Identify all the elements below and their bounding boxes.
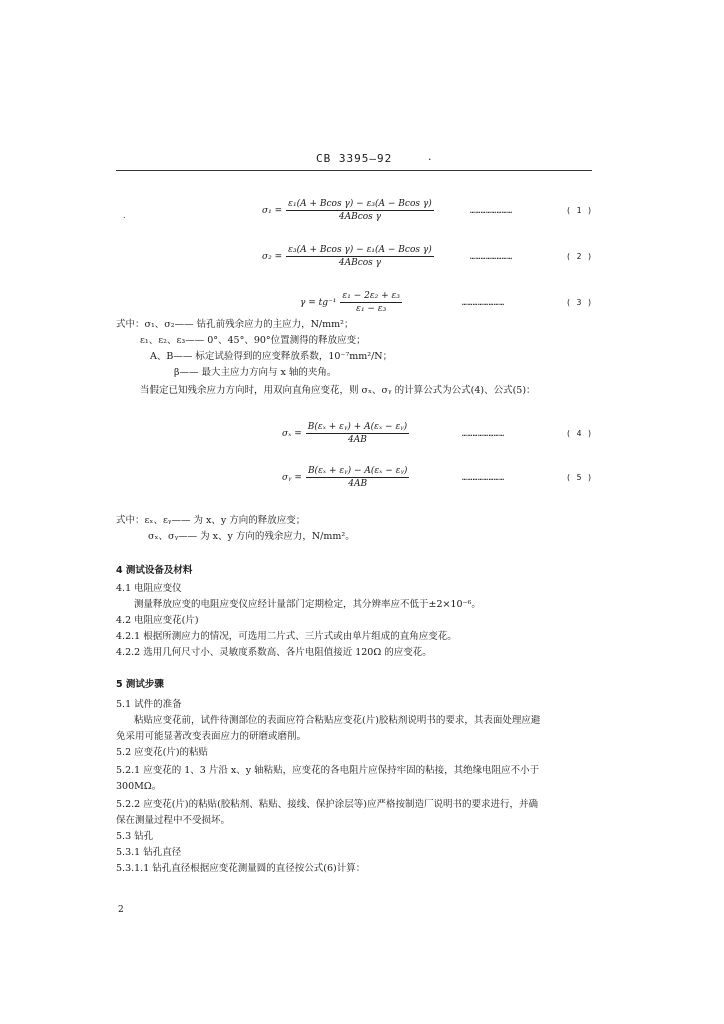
symbol-definition: σₓ、σᵧ—— 为 x、y 方向的残余应力，N/mm²。 bbox=[148, 531, 355, 542]
stray-mark: . bbox=[123, 211, 126, 220]
equation-fraction bbox=[286, 245, 434, 268]
equation-denominator: 4ABcos γ bbox=[338, 258, 382, 268]
equation-numerator: ε₁(A + Bcos γ) − ε₃(A − Bcos γ) bbox=[288, 199, 432, 209]
equation-numerator: B(εₓ + εᵧ) + A(εₓ − εᵧ) bbox=[307, 422, 408, 432]
equation-3 bbox=[300, 291, 402, 314]
equation-number: ( 1 ) bbox=[566, 206, 593, 215]
equation-denominator: 4ABcos γ bbox=[338, 212, 382, 222]
equation-1 bbox=[262, 199, 434, 222]
symbol-definition: 式中：σ₁、σ₂—— 钻孔前残余应力的主应力，N/mm²； bbox=[116, 319, 354, 330]
clause-heading: 5.1 试件的准备 bbox=[116, 699, 182, 710]
clause-text: 300MΩ。 bbox=[116, 781, 162, 792]
body-paragraph: 测量释放应变的电阻应变仪应经计量部门定期检定，其分辨率应不低于±2×10⁻⁶。 bbox=[134, 599, 481, 610]
clause-text: 保在测量过程中不受损坏。 bbox=[116, 815, 231, 826]
equation-lhs: σ₁ = bbox=[262, 205, 283, 216]
equation-lhs: γ = tg⁻¹ bbox=[300, 297, 337, 308]
header-rule bbox=[116, 170, 592, 171]
body-paragraph: 免采用可能显著改变表面应力的研磨或磨削。 bbox=[116, 731, 307, 742]
equation-lhs: σ₂ = bbox=[262, 251, 283, 262]
standard-code-header: CB 3395—92 bbox=[316, 152, 393, 165]
equation-denominator: 4AB bbox=[348, 435, 367, 445]
symbol-definition: ε₁、ε₂、ε₃—— 0°、45°、90°位置测得的释放应变； bbox=[140, 335, 366, 346]
equation-denominator: ε₁ − ε₃ bbox=[356, 304, 387, 314]
symbol-definition: A、B—— 标定试验得到的应变释放系数，10⁻⁷mm²/N； bbox=[150, 351, 393, 362]
clause-heading: 5.3 钻孔 bbox=[116, 831, 154, 842]
equation-fraction bbox=[306, 466, 409, 489]
equation-leader: …………………… bbox=[462, 429, 505, 438]
equation-fraction bbox=[286, 199, 434, 222]
equation-fraction bbox=[340, 291, 402, 314]
equation-number: ( 5 ) bbox=[566, 473, 593, 482]
body-paragraph: 当假定已知残余应力方向时，用双向直角应变花，则 σₓ、σᵧ 的计算公式为公式(4)、公式(5)： bbox=[140, 385, 536, 396]
clause-heading: 5.2 应变花(片)的粘贴 bbox=[116, 747, 209, 758]
equation-2 bbox=[262, 245, 434, 268]
equation-number: ( 4 ) bbox=[566, 429, 593, 438]
equation-numerator: ε₃(A + Bcos γ) − ε₁(A − Bcos γ) bbox=[288, 245, 432, 255]
equation-5 bbox=[282, 466, 409, 489]
equation-denominator: 4AB bbox=[348, 479, 368, 489]
clause-text: 5.3.1.1 钻孔直径根据应变花测量圆的直径按公式(6)计算： bbox=[116, 863, 366, 874]
header-mark: . bbox=[428, 150, 432, 163]
equation-leader: …………………… bbox=[470, 206, 513, 215]
body-paragraph: 粘贴应变花前，试件待测部位的表面应符合粘贴应变花(片)胶粘剂说明书的要求，其表面处理应避 bbox=[134, 715, 541, 726]
clause-text: 5.2.1 应变花的 1、3 片沿 x、y 轴粘贴，应变花的各电阻片应保持牢固的粘接，其绝缘电阻应不小于 bbox=[116, 765, 540, 776]
equation-lhs: σᵧ = bbox=[282, 472, 302, 483]
clause-heading: 4.2 电阻应变花(片) bbox=[116, 615, 199, 626]
clause-text: 5.2.2 应变花(片)的粘贴(胶粘剂、粘贴、接线、保护涂层等)应严格按制造厂说明书的要求进行，并确 bbox=[116, 799, 539, 810]
equation-4 bbox=[282, 422, 409, 445]
clause-text: 4.2.2 选用几何尺寸小、灵敏度系数高、各片电阻值接近 120Ω 的应变花。 bbox=[116, 647, 432, 658]
page-number: 2 bbox=[118, 905, 124, 915]
equation-number: ( 2 ) bbox=[566, 252, 593, 261]
clause-heading: 5.3.1 钻孔直径 bbox=[116, 847, 182, 858]
section-heading: 4 测试设备及材料 bbox=[116, 565, 193, 576]
equation-numerator: B(εₓ + εᵧ) − A(εₓ − εᵧ) bbox=[307, 466, 408, 476]
symbol-definition: β—— 最大主应力方向与 x 轴的夹角。 bbox=[174, 367, 337, 378]
equation-leader: …………………… bbox=[462, 298, 505, 307]
equation-leader: …………………… bbox=[470, 252, 513, 261]
equation-numerator: ε₁ − 2ε₂ + ε₃ bbox=[342, 291, 400, 301]
equation-leader: …………………… bbox=[462, 473, 505, 482]
equation-fraction bbox=[306, 422, 409, 445]
section-heading: 5 测试步骤 bbox=[116, 679, 164, 690]
clause-text: 4.2.1 根据所测应力的情况，可选用二片式、三片式或由单片组成的直角应变花。 bbox=[116, 631, 457, 642]
equation-lhs: σₓ = bbox=[282, 428, 302, 439]
clause-heading: 4.1 电阻应变仪 bbox=[116, 583, 182, 594]
equation-number: ( 3 ) bbox=[566, 298, 593, 307]
symbol-definition: 式中：εₓ、εᵧ—— 为 x、y 方向的释放应变； bbox=[116, 515, 306, 526]
